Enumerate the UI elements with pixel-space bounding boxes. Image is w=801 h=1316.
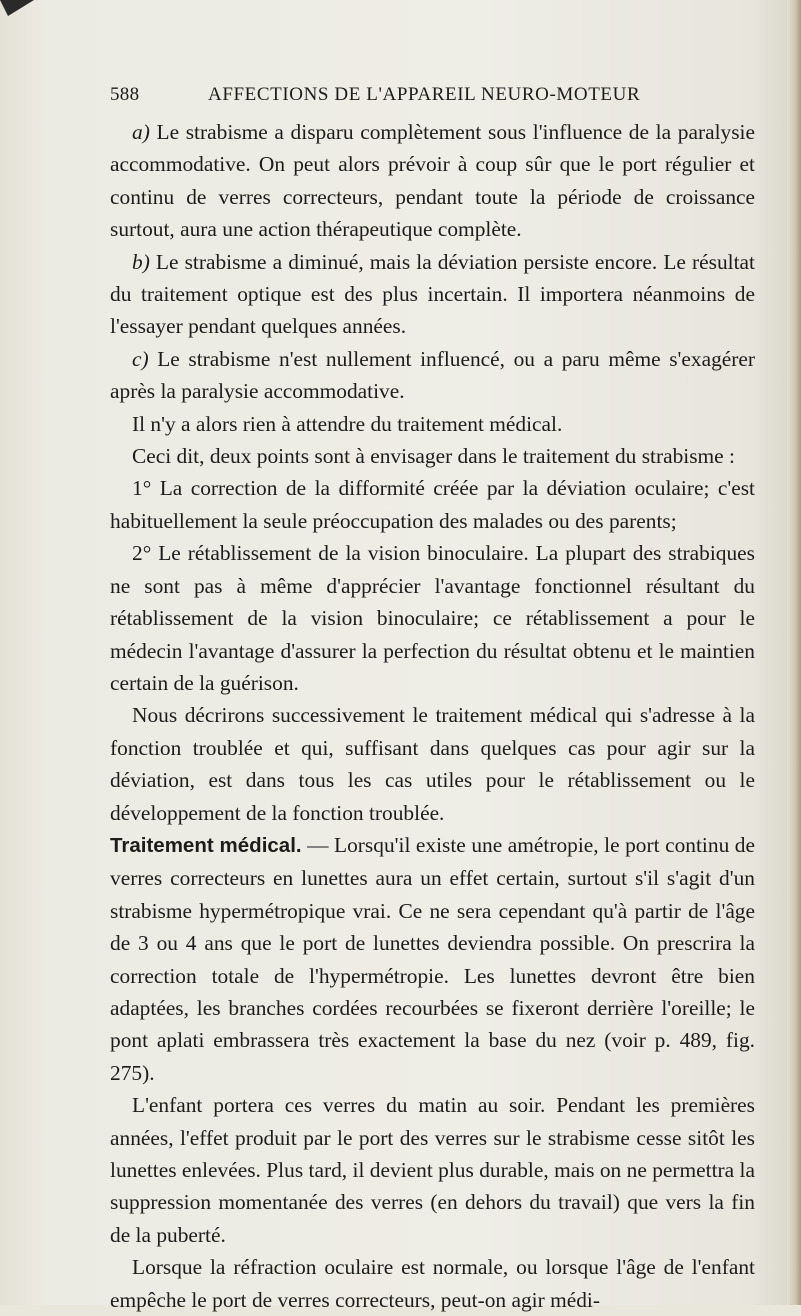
paragraph-c (110, 343, 755, 408)
paragraph: Ceci dit, deux points sont à envisager dans le traitement du strabisme : (132, 444, 735, 469)
paragraph-text: Le strabisme a disparu complètement sous l'influence de la paralysie accommodative. On peut alors prévoir à coup sûr que le port régulier et continu de verres correcteurs, pendant toute la période de croissance surtout, aura une action thérapeutique complète. (110, 120, 755, 242)
body-text (110, 116, 755, 1316)
paragraph: Lorsque la réfraction oculaire est normale, ou lorsque l'âge de l'enfant empêche le port de verres correcteurs, peut-on agir médi- (110, 1255, 755, 1312)
item-label: b) (132, 249, 150, 274)
page-header (110, 84, 650, 106)
paragraph-text: — Lorsqu'il existe une amétropie, le port continu de verres correcteurs en lunettes aura un effet certain, surtout s'il s'agit d'un strabisme hypermétropique vrai. Ce ne sera cependant qu'à partir de l'âge de 3 ou 4 ans que le port de lunettes deviendra possible. On prescrira la correction totale de l'hypermétropie. Les lunettes devront être bien adaptées, les branches cordées recourbées se fixeront derrière l'oreille; le pont aplati embrassera très exactement la base du nez (voir p. 489, fig. 275). (110, 832, 755, 1085)
paragraph: Nous décrirons successivement le traitement médical qui s'adresse à la fonction troublée et qui, suffisant dans quelques cas pour agir sur la déviation, est dans tous les cas utiles pour le rétablissement ou le développement de la fonction troublée. (110, 703, 755, 825)
paragraph-point-1: 1° La correction de la difformité créée par la déviation oculaire; c'est habituellement la seule préoccupation des malades ou des parents; (110, 476, 755, 533)
paragraph-text: Le strabisme a diminué, mais la déviation persiste encore. Le résultat du traitement optique est des plus incertain. Il importera néanmoins de l'essayer pendant quelques années. (110, 249, 755, 339)
page-number: 588 (110, 84, 140, 105)
corner-fold-mark (0, 0, 40, 20)
paragraph-point-2: 2° Le rétablissement de la vision binoculaire. La plupart des strabiques ne sont pas à même d'apprécier l'avantage fonctionnel résultant du rétablissement de la vision binoculaire; ce rétablissement a pour le médecin l'avantage d'assurer la perfection du résultat obtenu et le maintien certain de la guérison. (110, 541, 755, 695)
running-head: AFFECTIONS DE L'APPAREIL NEURO-MOTEUR (208, 84, 641, 105)
paragraph-a (110, 116, 755, 246)
item-label: c) (132, 346, 149, 371)
paragraph-b (110, 246, 755, 343)
section-paragraph (110, 829, 755, 1089)
item-label: a) (132, 120, 150, 144)
section-heading: Traitement médical. (110, 833, 302, 857)
paragraph: Il n'y a alors rien à attendre du traitement médical. (132, 411, 563, 436)
paragraph: L'enfant portera ces verres du matin au soir. Pendant les premières années, l'effet produit par le port des verres sur le strabisme cesse sitôt les lunettes enlevées. Plus tard, il devient plus durable, mais on ne permettra la suppression momentanée des verres (en dehors du travail) que vers la fin de la puberté. (110, 1093, 755, 1247)
paragraph-text: Le strabisme n'est nullement influencé, ou a paru même s'exagérer après la paralysie accommodative. (110, 346, 755, 404)
page-edge (787, 0, 801, 1305)
